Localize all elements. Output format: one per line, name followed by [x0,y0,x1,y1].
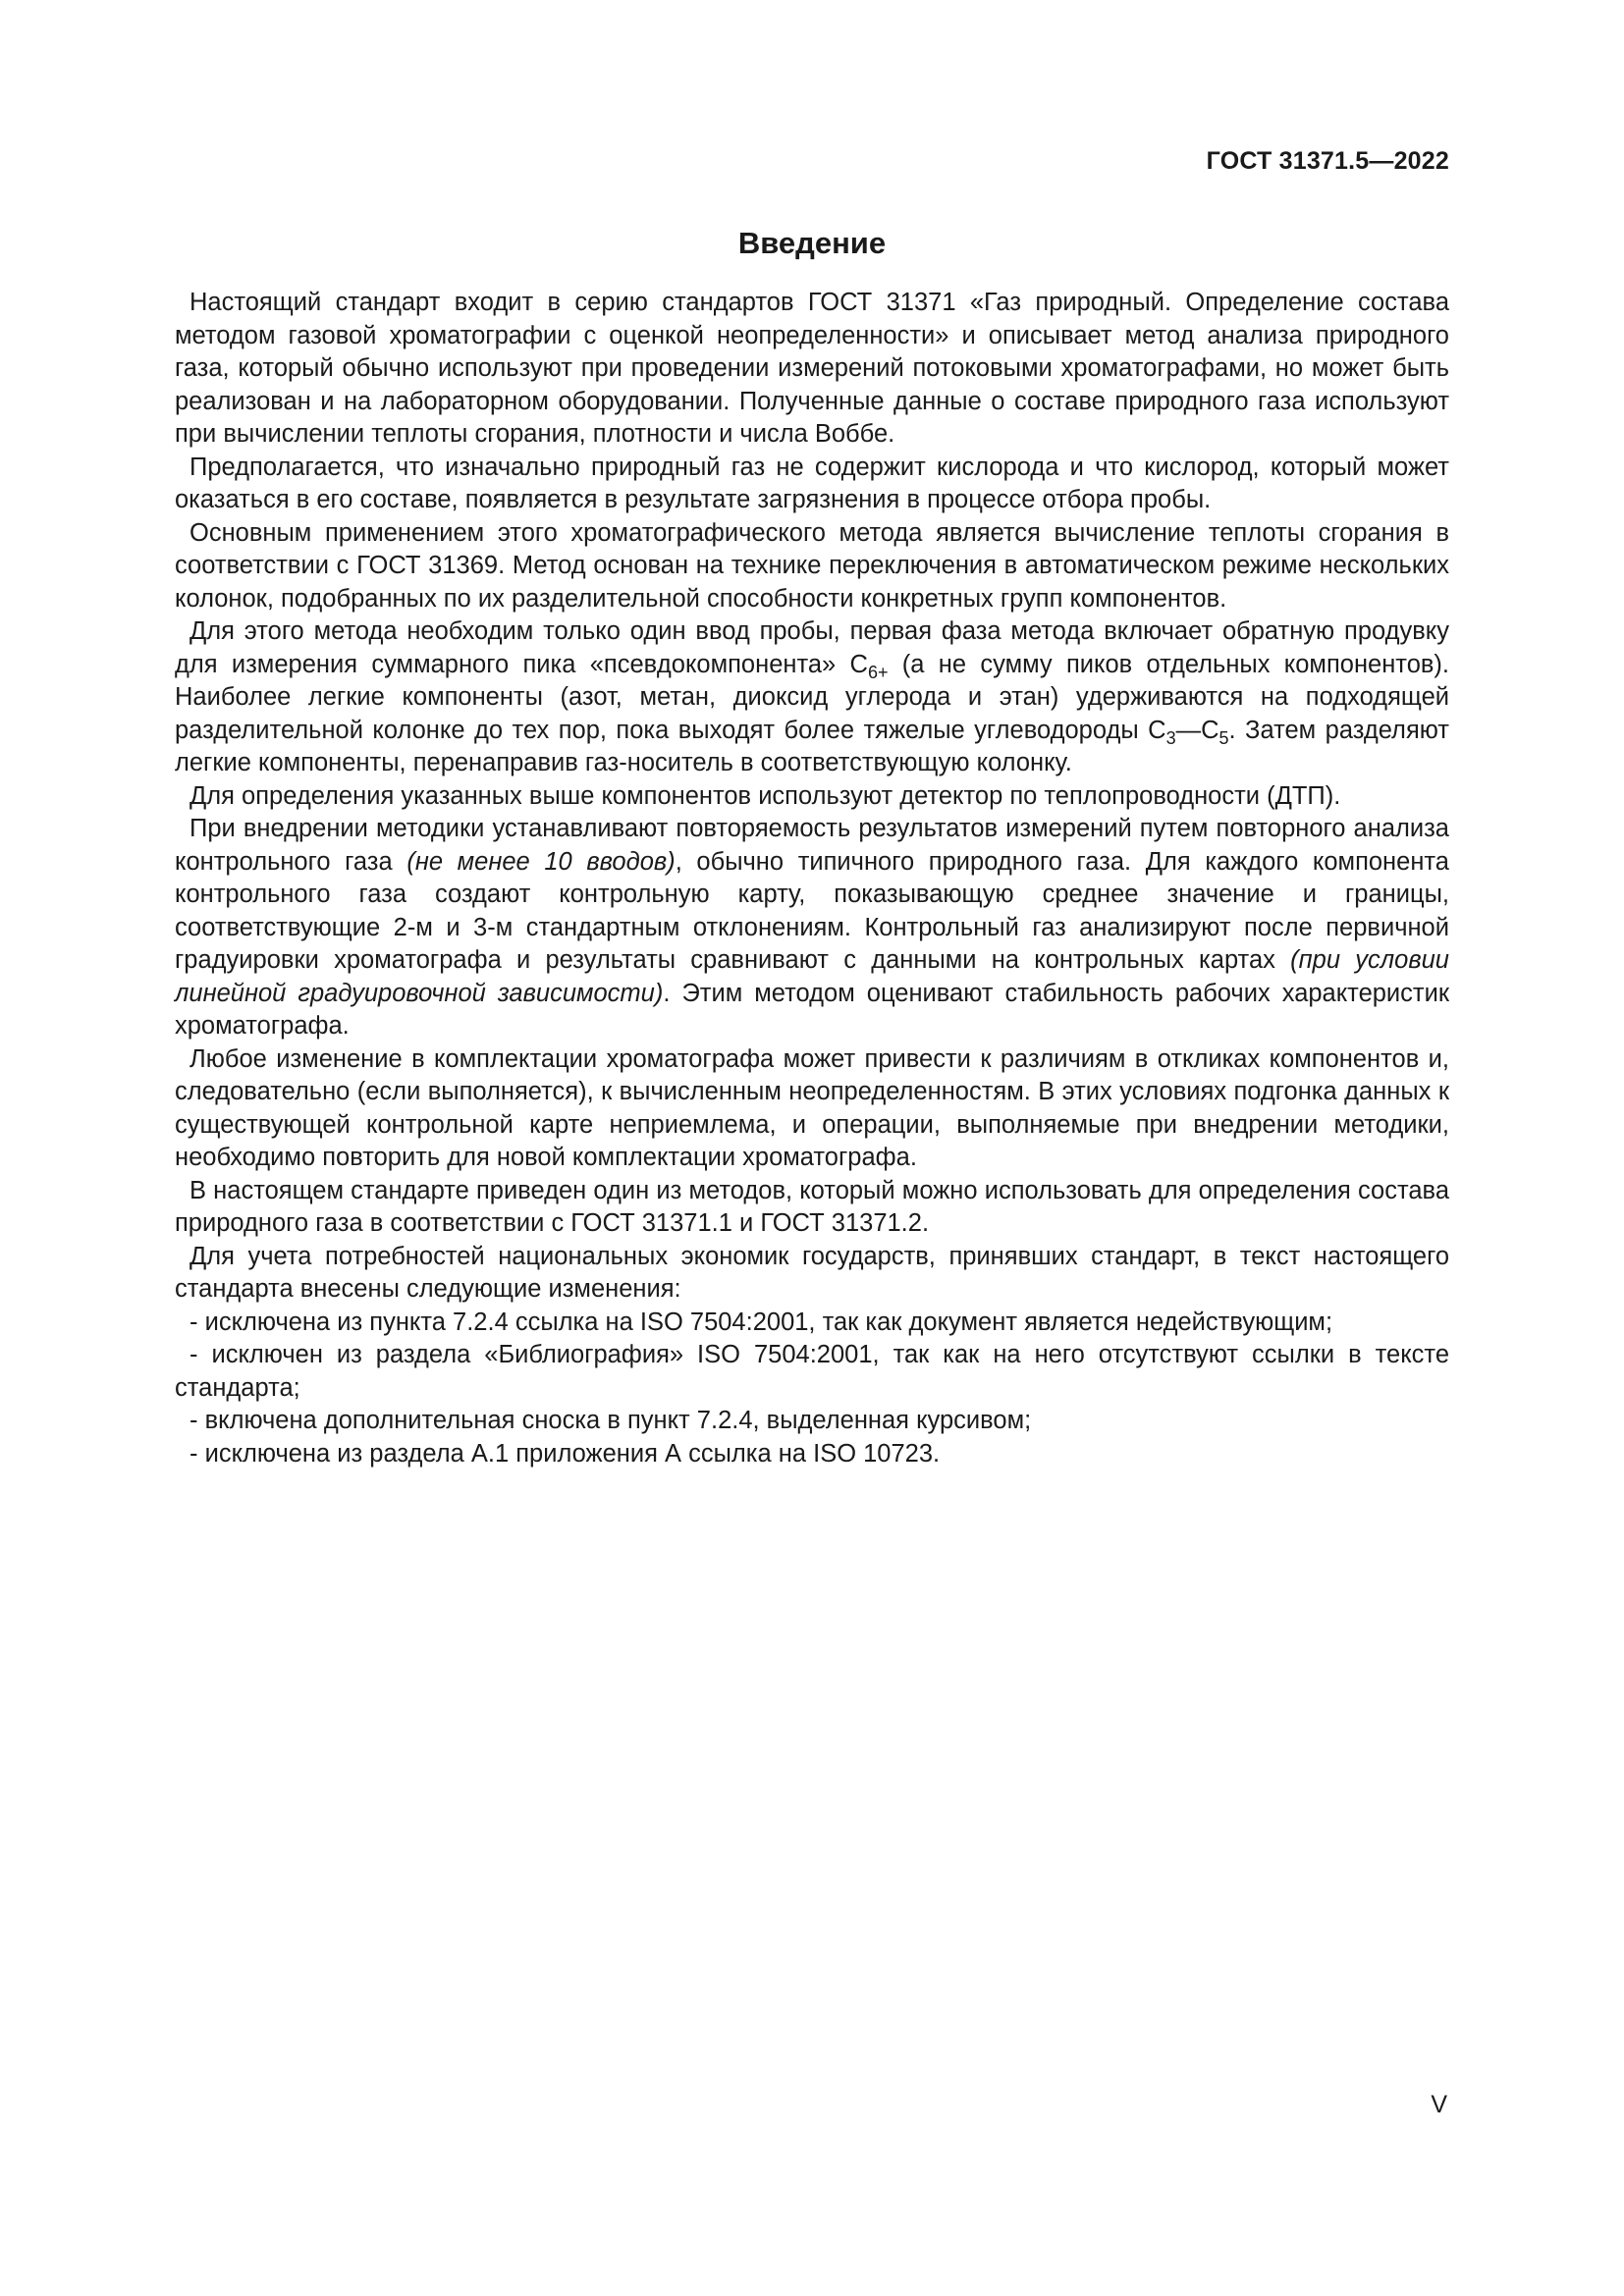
section-title: Введение [737,226,887,260]
paragraph-5: Для определения указанных выше компонентов используют детектор по теплопроводности (ДТП). [189,781,1341,810]
paragraph-2: Предполагается, что изначально природный газ не содержит кислорода и что кислород, который может оказаться в его составе, появляется в результате загрязнения в процессе отбора пробы. [175,453,1449,513]
change-item-1: - исключена из пункта 7.2.4 ссылка на ISO 7504:2001, так как документ является недействующим; [189,1308,1333,1336]
paragraph-7: Любое изменение в комплектации хроматографа может привести к различиям в откликах компонентов и, следовательно (если выполняется), к вычисленным неопределенностям. В этих условиях подгонка данных к существующей контрольной карте неприемлема, и операции, выполняемые при внедрении методики, необходимо повторить для новой комплектации хроматографа. [175,1044,1449,1171]
paragraph-4: Для этого метода необходим только один ввод пробы, первая фаза метода включает обратную продувку для измерения суммарного пика «псевдокомпонента» $C_{6+}$ (а не сумму пиков отдельных компонентов). Наиболее легкие компоненты (азот, метан, диоксид углерода и этан) удерживаются на подходящей разделительной колонке до тех пор, пока выходят более тяжелые углеводороды $C_3—C_5$. Затем разделяют легкие компоненты, перенаправив газ-носитель в соответствующую колонку. [175,617,1449,776]
paragraph-6: При внедрении методики устанавливают повторяемость результатов измерений путем повторного анализа контрольного газа (не менее 10 вводов), обычно типичного природного газа. Для каждого компонента контрольного газа создают контрольную карту, показывающую среднее значение и границы, соответствующие 2-м и 3-м стандартным отклонениям. Контрольный газ анализируют после первичной градуировки хроматографа и результаты сравнивают с данными на контрольных картах (при условии линейной градуировочной зависимости). Этим методом оценивают стабильность рабочих характеристик хроматографа. [175,815,1450,1040]
document-code: ГОСТ 31371.5—2022 [1206,147,1449,175]
change-item-2: - исключен из раздела «Библиография» ISO 7504:2001, так как на него отсутствуют ссылки в тексте стандарта; [175,1341,1449,1402]
introduction-body [175,287,1449,1470]
paragraph-9: Для учета потребностей национальных экономик государств, принявших стандарт, в текст настоящего стандарта внесены следующие изменения: [175,1242,1449,1303]
page-number: V [1431,2091,1447,2118]
change-item-3: - включена дополнительная сноска в пункт 7.2.4, выделенная курсивом; [189,1407,1032,1434]
paragraph-3: Основным применением этого хроматографического метода является вычисление теплоты сгорания в соответствии с ГОСТ 31369. Метод основан на технике переключения в автоматическом режиме нескольких колонок, подобранных по их разделительной способности конкретных групп компонентов. [175,518,1449,613]
paragraph-8: В настоящем стандарте приведен один из методов, который можно использовать для определения состава природного газа в соответствии с ГОСТ 31371.1 и ГОСТ 31371.2. [175,1176,1449,1237]
paragraph-1: Настоящий стандарт входит в серию стандартов ГОСТ 31371 «Газ природный. Определение состава методом газовой хроматографии с оценкой неопределенности» и описывает метод анализа природного газа, который обычно используют при проведении измерений потоковыми хроматографами, но может быть реализован и на лабораторном оборудовании. Полученные данные о составе природного газа используют при вычислении теплоты сгорания, плотности и числа Воббе. [175,289,1449,448]
change-item-4: - исключена из раздела А.1 приложения А ссылка на ISO 10723. [189,1439,941,1468]
